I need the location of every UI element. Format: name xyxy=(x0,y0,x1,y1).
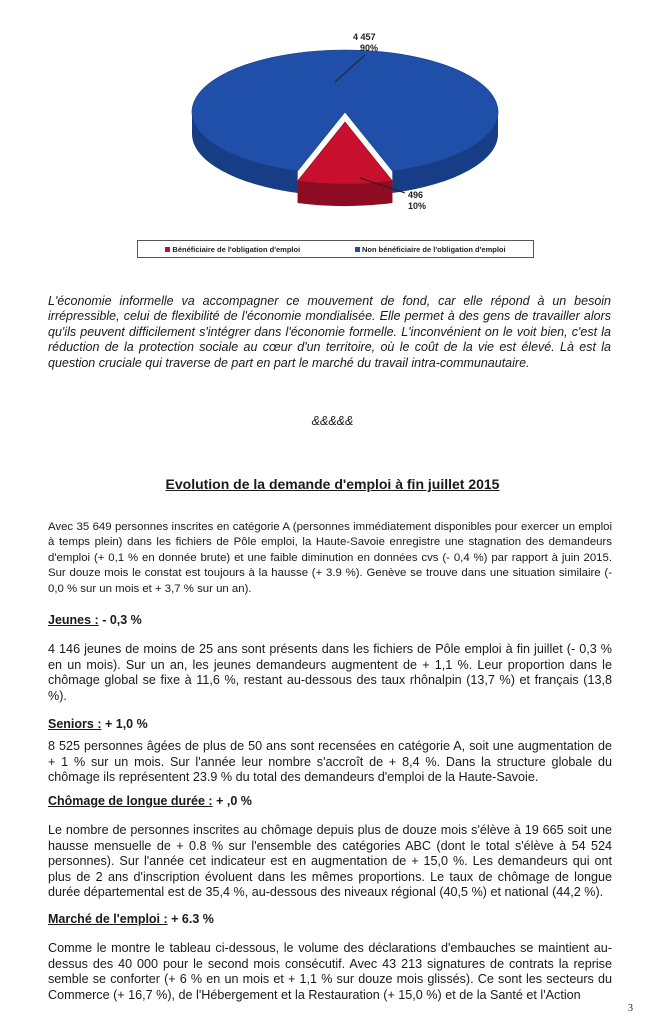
separator: &&&&& xyxy=(311,414,354,428)
section-heading-seniors xyxy=(48,717,148,731)
legend-item-beneficiaire xyxy=(165,245,300,254)
heading-value-marche-emploi: + 6.3 % xyxy=(167,912,214,926)
heading-value-jeunes: - 0,3 % xyxy=(98,613,142,627)
heading-label-jeunes: Jeunes : xyxy=(48,613,99,627)
intro-paragraph: L'économie informelle va accompagner ce mouvement de fond, car elle répond à un besoin irrépressible, celui de flexibilité de l'économie mondialisée. Elle permet à des gens de travailler alors qu'ils peuvent difficilement s'intégrer dans l'économie formelle. L'inconvénient on le voit bien, c'est la réduction de la protection sociale au cœur d'un territoire, où le coût de la vie est élevé. Là est la question cruciale qui traverse de part en part le marché du travail intra-communautaire. xyxy=(48,294,611,370)
slice-value-label-large: 4 457 xyxy=(353,32,376,42)
chart-legend xyxy=(137,240,534,258)
page-number: 3 xyxy=(628,1003,633,1014)
page-title: Evolution de la demande d'emploi à fin juillet 2015 xyxy=(165,476,500,492)
slice-value-label-small: 496 xyxy=(408,190,424,200)
legend-item-non-beneficiaire xyxy=(355,245,506,254)
heading-value-seniors: + 1,0 % xyxy=(101,717,148,731)
legend-swatch-blue xyxy=(355,247,360,252)
heading-label-seniors: Seniors : xyxy=(48,717,102,731)
summary-paragraph: Avec 35 649 personnes inscrites en catégorie A (personnes immédiatement disponibles pour exercer un emploi à temps plein) dans les fichiers de Pôle emploi, la Haute-Savoie enregistre une stagnation des demandeurs d'emploi (+ 0,1 % en donnée brute) et une faible diminution en données cvs (- 0,4 %) par rapport à juin 2015. Sur douze mois le constat est toujours à la hausse (+ 3.9 %). Genève se trouve dans une situation similaire (- 0,0 % sur un mois et + 3,7 % sur un an). xyxy=(48,521,612,595)
legend-label-beneficiaire: Bénéficiaire de l'obligation d'emploi xyxy=(172,244,301,254)
section-text-marche-emploi: Comme le montre le tableau ci-dessous, le volume des déclarations d'embauches se maintient au-dessus des 40 000 pour le second mois consécutif. Avec 43 213 signatures de contrats la reprise semble se conforter (+ 6 % en un mois et + 1,1 % sur douze mois glissés). Ce sont les secteurs du Commerce (+ 16,7 %), de l'Hébergement et la Restauration (+ 15,0 %) et de la Santé et l'Action xyxy=(48,941,612,1002)
pie-chart-svg xyxy=(0,0,665,235)
section-heading-longue-duree xyxy=(48,794,252,808)
section-text-jeunes: 4 146 jeunes de moins de 25 ans sont présents dans les fichiers de Pôle emploi à fin juillet (- 0,3 % en un mois). Sur un an, les jeunes demandeurs augmentent de + 1,1 %. Leur proportion dans le chômage global se fixe à 11,6 %, restant au-dessous des taux rhônalpin (13,7 %) et français (13,8 %). xyxy=(48,642,612,703)
heading-label-marche-emploi: Marché de l'emploi : xyxy=(48,912,168,926)
heading-label-longue-duree: Chômage de longue durée : xyxy=(48,794,213,808)
heading-value-longue-duree: + ,0 % xyxy=(212,794,252,808)
legend-swatch-red xyxy=(165,247,170,252)
section-text-longue-duree: Le nombre de personnes inscrites au chômage depuis plus de douze mois s'élève à 19 665 soit une hausse mensuelle de + 0.8 % sur l'ensemble des catégories ABC (dont le total s'élève à 54 524 personnes). Sur l'année cet indicateur est en augmentation de + 15,0 %. Les demandeurs qui ont plus de 2 ans d'inscription évoluent dans les mêmes proportions. Le taux de chômage de longue durée départemental est de 35,4 %, au-dessous des niveaux régional (40,5 %) et national (44,2 %). xyxy=(48,823,612,900)
pie-side-small xyxy=(298,181,393,206)
slice-percent-label-large: 90% xyxy=(360,43,379,53)
section-heading-marche-emploi xyxy=(48,912,214,926)
slice-percent-label-small: 10% xyxy=(408,201,427,211)
legend-label-non-beneficiaire: Non bénéficiaire de l'obligation d'emploi xyxy=(361,244,506,254)
section-text-seniors: 8 525 personnes âgées de plus de 50 ans sont recensées en catégorie A, soit une augmentation de + 1 % sur un mois. Sur l'année leur nombre s'accroît de + 8,4 %. Dans la structure globale du chômage ils représentent 23.9 % du total des demandeurs d'emploi de la Haute-Savoie. xyxy=(48,739,612,785)
pie-chart xyxy=(0,0,665,270)
section-heading-jeunes xyxy=(48,613,142,627)
